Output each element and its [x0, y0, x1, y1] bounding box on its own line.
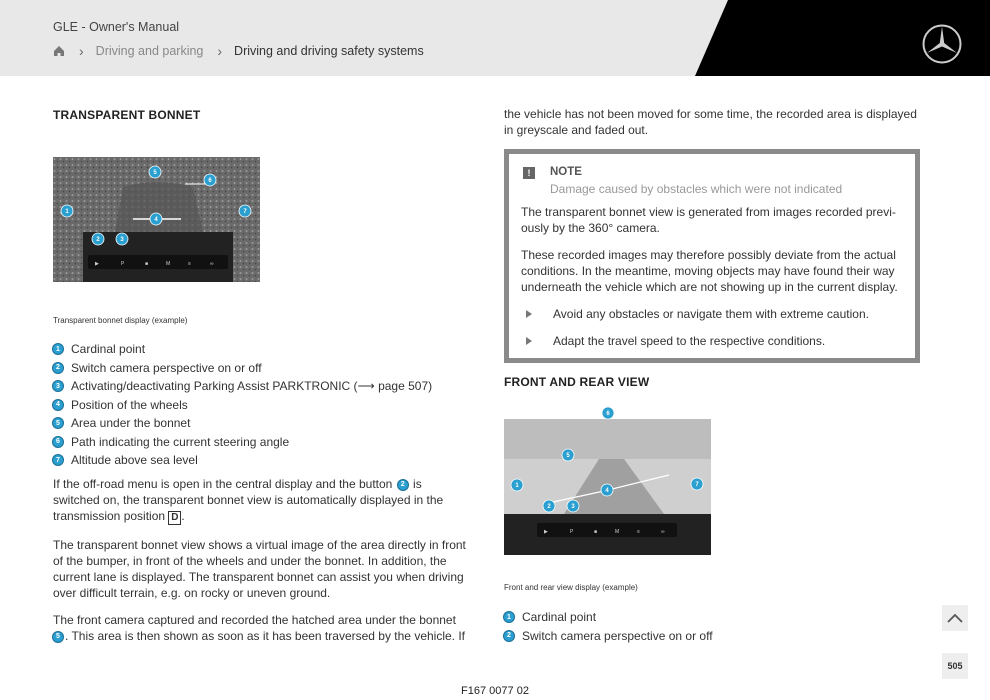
svg-text:1: 1	[65, 209, 69, 215]
svg-text:M: M	[166, 261, 171, 267]
svg-text:7: 7	[243, 209, 247, 215]
para-text: The front camera captured and recorded the hatched area under the bonnet	[53, 613, 456, 627]
svg-text:≡: ≡	[188, 261, 191, 267]
svg-text:5: 5	[566, 453, 570, 459]
callout-number: 3	[53, 381, 63, 391]
note-box	[504, 149, 920, 363]
svg-text:▶: ▶	[95, 261, 99, 267]
svg-text:6: 6	[606, 411, 610, 417]
callout-number: 7	[53, 455, 63, 465]
paragraph-continued	[504, 106, 924, 138]
para-text: switched on, the transparent bonnet view is automatically displayed in the	[53, 493, 444, 507]
svg-text:M: M	[615, 529, 620, 535]
para-text: ously by the 360° camera.	[521, 221, 660, 235]
home-icon[interactable]	[53, 45, 65, 57]
svg-text:■: ■	[145, 261, 149, 267]
page-header	[0, 0, 990, 76]
note-subtitle: Damage caused by obstacles which were not indicated	[550, 182, 843, 196]
para-text: is	[413, 477, 422, 491]
legend-list	[53, 340, 432, 470]
svg-text:1: 1	[515, 483, 519, 489]
svg-text:2: 2	[547, 504, 551, 510]
chevron-right-icon: ›	[79, 43, 84, 59]
legend-text: Area under the bonnet	[71, 416, 191, 431]
chevron-right-icon: ›	[217, 43, 223, 59]
callout-number: 5	[53, 632, 63, 642]
para-text: The transparent bonnet view is generated from images recorded previ-	[521, 205, 896, 219]
legend-text: Switch camera perspective on or off	[522, 628, 713, 643]
note-paragraph	[521, 204, 896, 236]
callout-number: 1	[504, 612, 514, 622]
note-bullet	[525, 307, 869, 321]
front-rear-view-image	[504, 411, 711, 555]
para-text: transmission position	[53, 509, 166, 523]
para-text: If the off-road menu is open in the central display and the button	[53, 477, 393, 491]
legend-text: Switch camera perspective on or off	[71, 360, 262, 375]
legend-text: Cardinal point	[71, 342, 146, 357]
para-text: of the bumper, in front of the wheels and under the bonnet. In addition, the	[53, 554, 447, 568]
para-text: in greyscale and faded out.	[504, 123, 649, 137]
legend-item	[53, 396, 432, 415]
warning-icon: !	[523, 167, 535, 179]
bullet-text: Adapt the travel speed to the respective conditions.	[553, 334, 826, 348]
para-text: These recorded images may therefore possibly deviate from the actual	[521, 248, 896, 262]
svg-text:3: 3	[120, 237, 124, 243]
mercedes-star-logo	[921, 23, 963, 65]
legend-item	[53, 451, 432, 470]
chevron-up-icon	[947, 613, 963, 623]
callout-number: 2	[398, 480, 408, 490]
legend-text: Path indicating the current steering angle	[71, 434, 290, 449]
para-text: conditions. In the meantime, moving objects may have found their way	[521, 264, 895, 278]
para-text: . This area is then shown as soon as it has been traversed by the vehicle. If	[65, 629, 466, 643]
svg-text:4: 4	[605, 488, 609, 494]
callout-number: 6	[53, 437, 63, 447]
legend-item	[53, 433, 432, 452]
figure-code-footer: F167 0077 02	[461, 685, 529, 697]
para-text: underneath the vehicle which are not showing up in the current display.	[521, 280, 898, 294]
breadcrumb-current: Driving and driving safety systems	[234, 44, 424, 58]
para-text: over difficult terrain, e.g. on rocky or uneven ground.	[53, 586, 331, 600]
svg-text:2: 2	[96, 237, 100, 243]
gear-d-symbol: D	[168, 511, 181, 525]
svg-text:P: P	[121, 261, 125, 267]
svg-text:∞: ∞	[210, 261, 214, 267]
svg-text:▶: ▶	[544, 529, 548, 535]
legend-item	[53, 377, 432, 396]
legend-text: Altitude above sea level	[71, 453, 198, 468]
callout-number: 1	[53, 344, 63, 354]
figure-caption: Front and rear view display (example)	[504, 583, 638, 592]
bullet-arrow-icon	[525, 310, 533, 318]
legend-item	[53, 340, 432, 359]
breadcrumb-link-driving-parking[interactable]: Driving and parking	[95, 44, 204, 58]
callout-number: 5	[53, 418, 63, 428]
legend-item	[53, 359, 432, 378]
manual-title: GLE - Owner's Manual	[53, 20, 180, 34]
breadcrumb	[53, 43, 424, 59]
legend-item	[504, 608, 713, 627]
section-heading-front-rear-view: FRONT AND REAR VIEW	[504, 375, 650, 389]
para-text: The transparent bonnet view shows a virtual image of the area directly in front	[53, 538, 466, 552]
svg-text:3: 3	[571, 504, 575, 510]
scroll-to-top-button[interactable]	[942, 605, 968, 631]
callout-number: 2	[504, 631, 514, 641]
svg-text:∞: ∞	[661, 529, 665, 535]
svg-text:≡: ≡	[637, 529, 640, 535]
paragraph-front-camera	[53, 612, 473, 644]
para-text: current lane is displayed. The transparent bonnet can assist you when driving	[53, 570, 464, 584]
bullet-text: Avoid any obstacles or navigate them with extreme caution.	[553, 307, 869, 321]
svg-text:5: 5	[153, 170, 157, 176]
legend-text: Cardinal point	[522, 610, 597, 625]
callout-number: 4	[53, 400, 63, 410]
legend-text[interactable]: Activating/deactivating Parking Assist PARKTRONIC (⟶ page 507)	[71, 379, 433, 394]
bullet-arrow-icon	[525, 337, 533, 345]
transparent-bonnet-image	[53, 157, 260, 282]
page-number: 505	[942, 653, 968, 679]
figure-caption: Transparent bonnet display (example)	[53, 316, 188, 325]
legend-item	[504, 627, 713, 646]
section-heading-transparent-bonnet: TRANSPARENT BONNET	[53, 108, 201, 122]
callout-number: 2	[53, 363, 63, 373]
note-title: NOTE	[550, 166, 582, 178]
svg-text:P: P	[570, 529, 574, 535]
legend-text: Position of the wheels	[71, 397, 188, 412]
paragraph-offroad-menu: If the off-road menu is open in the central display and the button 2 is switched on, the transparent bonnet view is automatically displayed in the transmission position D .	[53, 476, 473, 525]
note-bullet	[525, 334, 825, 348]
note-paragraph	[521, 247, 898, 295]
svg-text:6: 6	[208, 178, 212, 184]
para-text: the vehicle has not been moved for some time, the recorded area is displayed	[504, 107, 917, 121]
legend-list	[504, 608, 713, 645]
svg-text:7: 7	[695, 482, 699, 488]
paragraph-virtual-image	[53, 537, 473, 601]
legend-item	[53, 414, 432, 433]
svg-text:4: 4	[154, 217, 158, 223]
svg-text:■: ■	[594, 529, 598, 535]
